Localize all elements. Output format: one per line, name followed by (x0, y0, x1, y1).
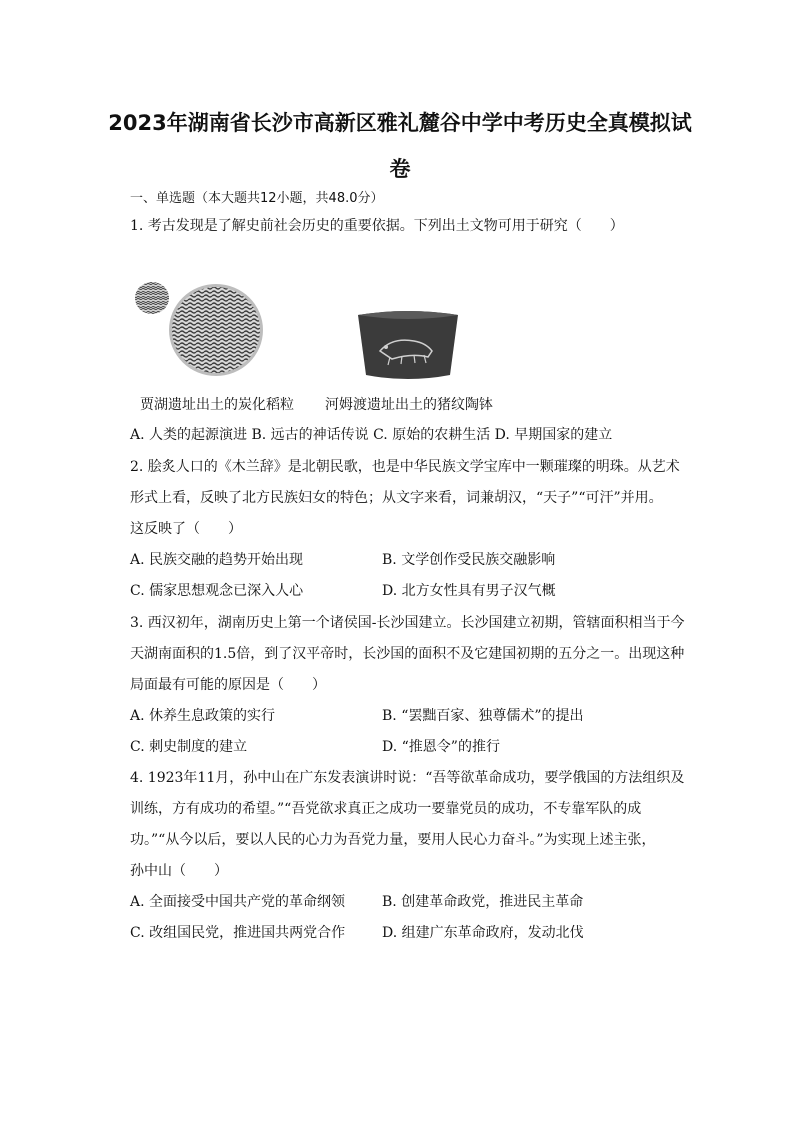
section-header: 一、单选题（本大题共12小题，共48.0分） (130, 191, 384, 206)
question-3-option-d[interactable]: D. “推恩令”的推行 (382, 739, 500, 755)
question-4-stem (130, 763, 700, 887)
figure-caption-right: 河姆渡遗址出土的猪纹陶钵 (325, 397, 493, 413)
question-3-options (130, 701, 700, 763)
question-3-stem (130, 608, 700, 701)
figure-caption-left: 贾湖遗址出土的炭化稻粒 (140, 397, 294, 413)
question-2-option-b[interactable]: B. 文学创作受民族交融影响 (382, 552, 556, 568)
question-4-line-1: 4. 1923年11月，孙中山在广东发表演讲时说：“吾等欲革命成功，要学俄国的方法组织及 (130, 770, 685, 786)
question-3-line-3: 局面最有可能的原因是（ ） (130, 677, 326, 693)
question-3-option-a[interactable]: A. 休养生息政策的实行 (130, 708, 276, 724)
question-4-option-a[interactable]: A. 全面接受中国共产党的革命纲领 (130, 894, 346, 910)
question-3-option-b[interactable]: B. “罢黜百家、独尊儒术”的提出 (382, 708, 584, 724)
question-4-options (130, 887, 700, 949)
question-2-option-d[interactable]: D. 北方女性具有男子汉气概 (382, 583, 556, 599)
question-4-line-2: 训练，方有成功的希望。”“吾党欲求真正之成功一要靠党员的成功，不专靠军队的成 (130, 801, 642, 817)
title-line-1: 2023年湖南省长沙市高新区雅礼麓谷中学中考历史全真模拟试 (108, 111, 692, 135)
question-4-line-3: 功。”“从今以后，要以人民的心力为吾党力量，要用人民心力奋斗。”为实现上述主张， (130, 832, 656, 848)
question-4-line-4: 孙中山（ ） (130, 863, 228, 879)
question-2-line-1: 2. 脍炙人口的《木兰辞》是北朝民歌，也是中华民族文学宝库中一颗璀璨的明珠。从艺术 (130, 459, 680, 475)
question-3-option-c[interactable]: C. 刺史制度的建立 (130, 739, 248, 755)
question-1-options (130, 420, 700, 451)
title-line-2: 卷 (389, 157, 411, 181)
question-2-stem (130, 452, 700, 545)
question-2-line-2: 形式上看，反映了北方民族妇女的特色；从文字来看，词兼胡汉，“天子”“可汗”并用。 (130, 490, 663, 506)
question-1-stem (130, 211, 700, 242)
pottery-bowl-image (352, 307, 464, 385)
question-4-option-c[interactable]: C. 改组国民党，推进国共两党合作 (130, 925, 346, 941)
question-2-option-a[interactable]: A. 民族交融的趋势开始出现 (130, 552, 304, 568)
document-title (100, 100, 700, 192)
question-4-option-d[interactable]: D. 组建广东革命政府，发动北伐 (382, 925, 584, 941)
carbonized-rice-image (132, 278, 267, 383)
question-2-option-c[interactable]: C. 儒家思想观念已深入人心 (130, 583, 304, 599)
question-2-options (130, 545, 700, 607)
question-1-line-1: 1. 考古发现是了解史前社会历史的重要依据。下列出土文物可用于研究（ ） (130, 218, 624, 234)
question-2-line-3: 这反映了（ ） (130, 521, 242, 537)
question-1-options-line: A. 人类的起源演进 B. 远古的神话传说 C. 原始的农耕生活 D. 早期国家的建立 (130, 427, 613, 443)
question-4-option-b[interactable]: B. 创建革命政党，推进民主革命 (382, 894, 584, 910)
question-3-line-2: 天湖南面积的1.5倍，到了汉平帝时，长沙国的面积不及它建国初期的五分之一。出现这种 (130, 646, 685, 662)
question-3-line-1: 3. 西汉初年，湖南历史上第一个诸侯国-长沙国建立。长沙国建立初期，管辖面积相当于今 (130, 615, 685, 631)
